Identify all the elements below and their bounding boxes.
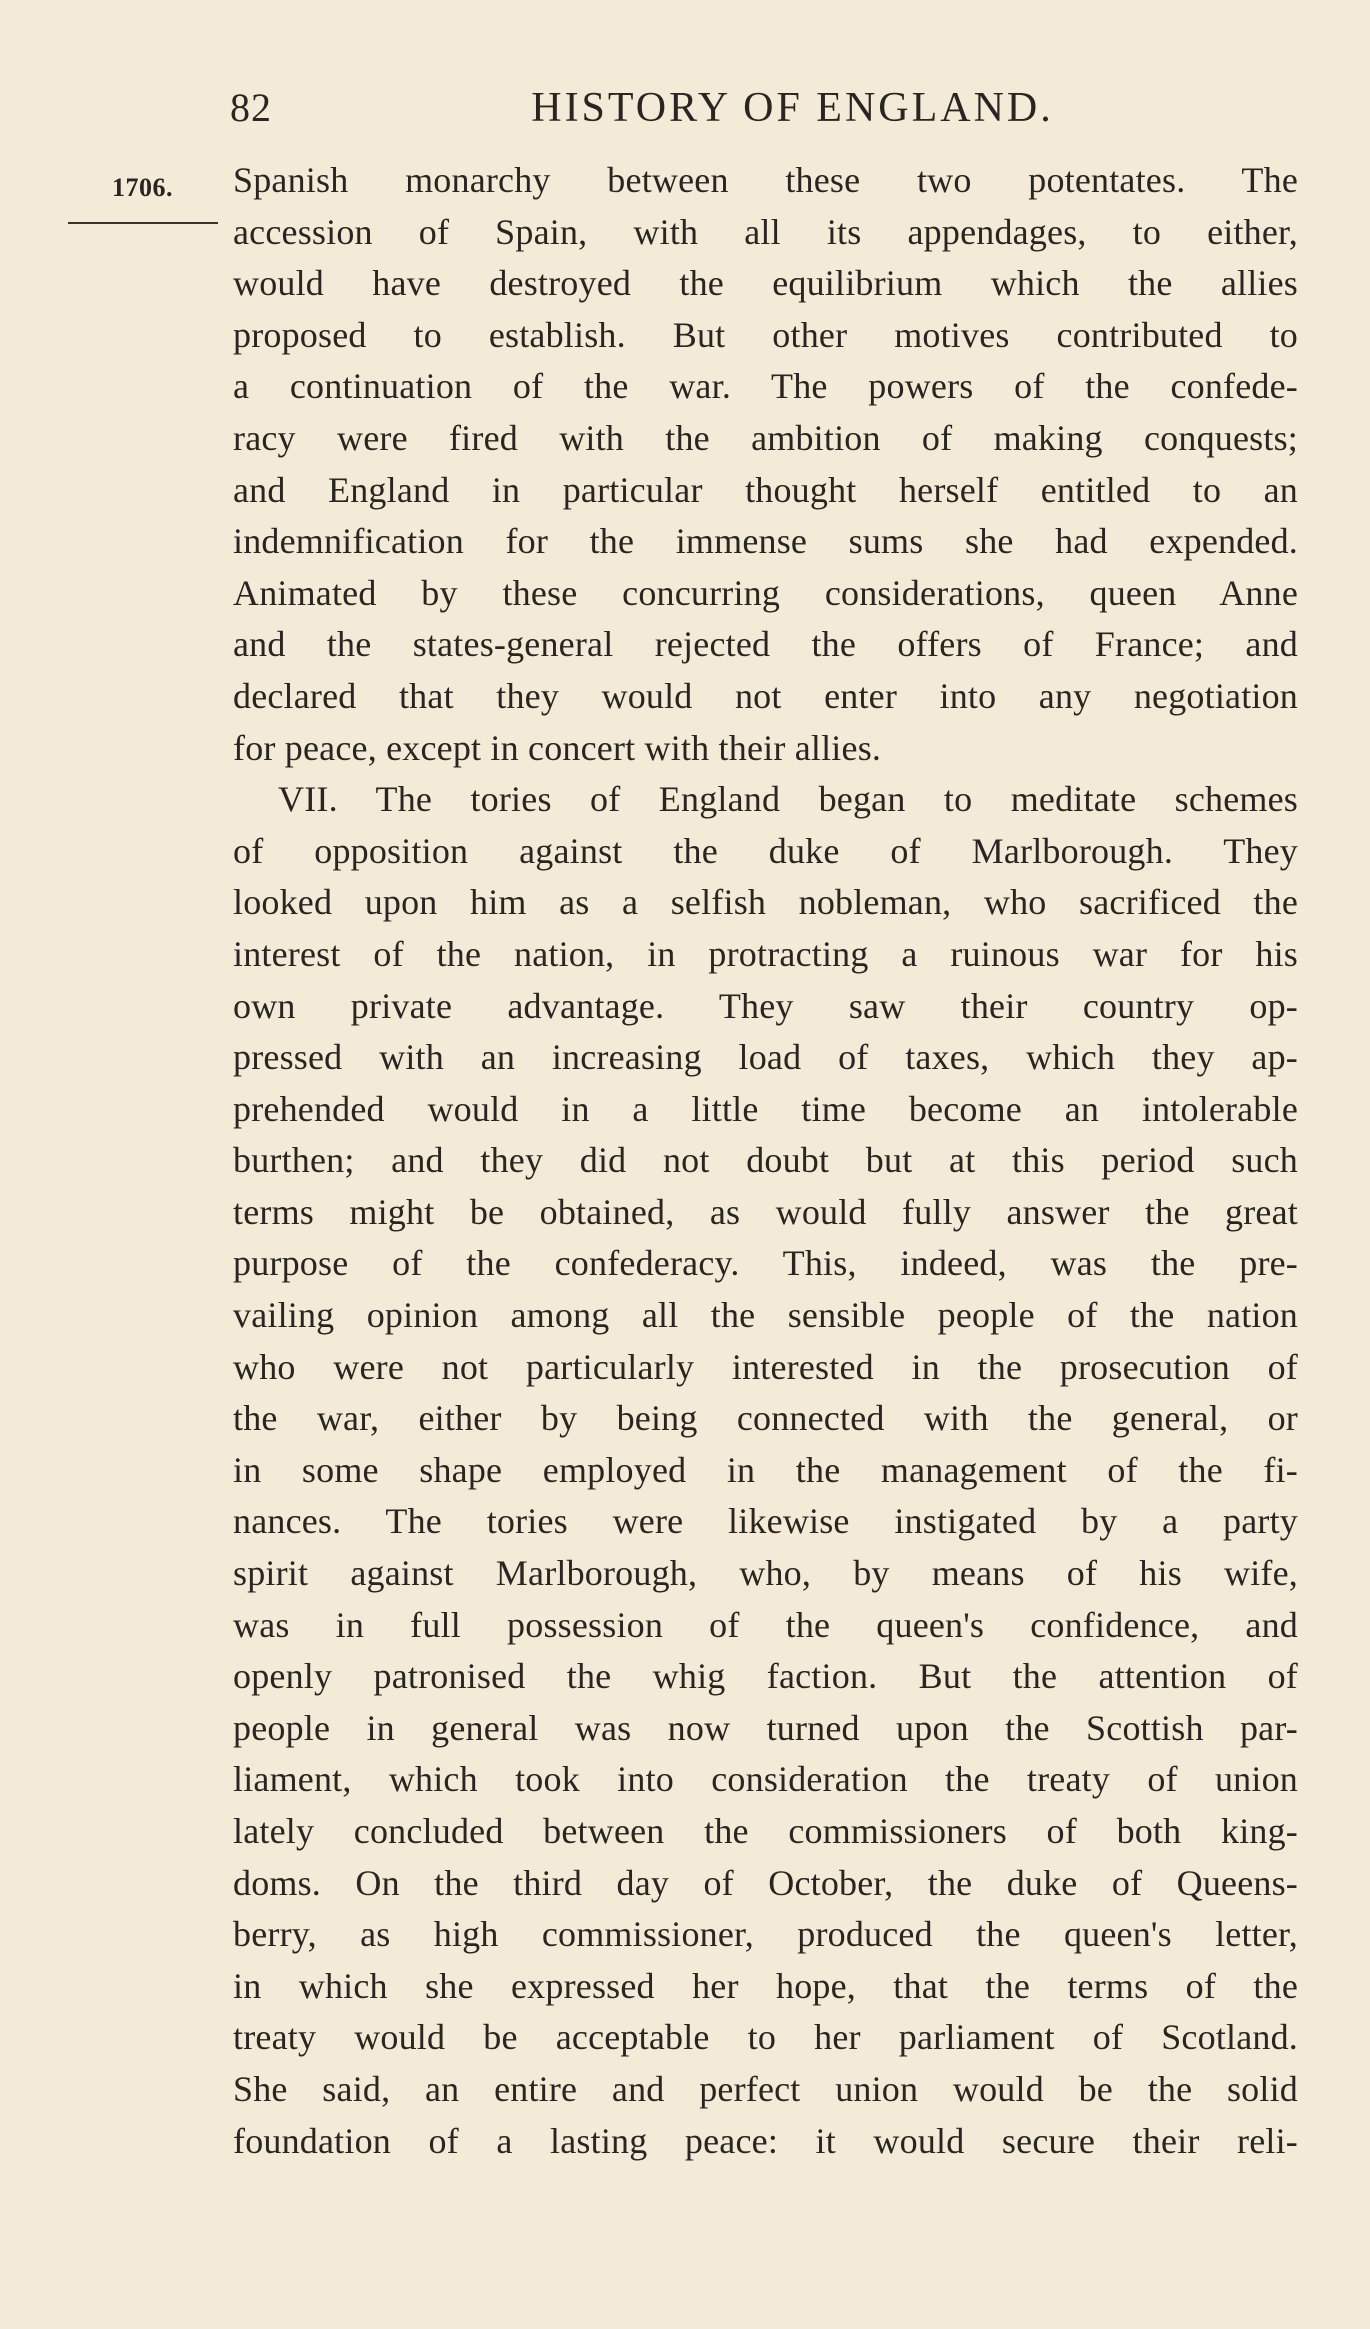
text-line: nances. The tories were likewise instigated by a party — [233, 1501, 1298, 1542]
text-line: was in full possession of the queen's confidence, and — [233, 1604, 1298, 1645]
text-line: pressed with an increasing load of taxes, which they ap- — [233, 1037, 1298, 1078]
text-line: and the states-general rejected the offers of France; and — [233, 624, 1298, 665]
text-line: Animated by these concurring considerations, queen Anne — [233, 572, 1298, 613]
text-line: people in general was now turned upon the Scottish par- — [233, 1707, 1298, 1748]
text-line: treaty would be acceptable to her parliament of Scotland. — [233, 2017, 1298, 2058]
text-line: proposed to establish. But other motives contributed to — [233, 314, 1298, 355]
text-line: Spanish monarchy between these two potentates. The — [233, 160, 1298, 200]
text-line: doms. On the third day of October, the duke of Queens- — [233, 1862, 1298, 1903]
text-line: berry, as high commissioner, produced the queen's letter, — [233, 1914, 1298, 1955]
text-line: of opposition against the duke of Marlborough. They — [233, 830, 1298, 871]
margin-year: 1706. — [112, 173, 173, 202]
page-header — [230, 78, 1300, 138]
text-line: for peace, except in concert with their allies. — [233, 727, 882, 768]
text-line: declared that they would not enter into any negotiation — [233, 675, 1298, 716]
text-line: spirit against Marlborough, who, by means of his wife, — [233, 1553, 1298, 1594]
text-line: terms might be obtained, as would fully answer the great — [233, 1191, 1298, 1232]
text-line: the war, either by being connected with the general, or — [233, 1398, 1298, 1439]
text-line: openly patronised the whig faction. But the attention of — [233, 1656, 1298, 1697]
text-line: indemnification for the immense sums she had expended. — [233, 521, 1298, 562]
text-line: who were not particularly interested in the prosecution of — [233, 1346, 1298, 1387]
text-line: racy were fired with the ambition of making conquests; — [233, 417, 1298, 458]
text-line: in some shape employed in the management of the fi- — [233, 1449, 1298, 1490]
text-line: lately concluded between the commissioners of both king- — [233, 1811, 1298, 1851]
running-title: HISTORY OF ENGLAND. — [531, 85, 1054, 131]
text-line: would have destroyed the equilibrium which the allies — [233, 263, 1298, 304]
text-line: burthen; and they did not doubt but at this period such — [233, 1140, 1298, 1181]
text-line: looked upon him as a selfish nobleman, who sacrificed the — [233, 882, 1298, 923]
text-line: interest of the nation, in protracting a ruinous war for his — [233, 933, 1298, 974]
text-line: VII. The tories of England began to meditate schemes — [278, 779, 1298, 820]
page-number: 82 — [230, 85, 272, 130]
text-line: foundation of a lasting peace: it would secure their reli- — [233, 2120, 1298, 2161]
text-line: a continuation of the war. The powers of the confede- — [233, 366, 1298, 407]
text-line: in which she expressed her hope, that the terms of the — [233, 1965, 1298, 2006]
text-line: own private advantage. They saw their country op- — [233, 985, 1298, 1026]
text-line: She said, an entire and perfect union would be the solid — [233, 2068, 1298, 2109]
text-line: accession of Spain, with all its appendages, to either, — [233, 211, 1298, 252]
margin-rule — [68, 222, 218, 224]
text-line: liament, which took into consideration the treaty of union — [233, 1759, 1298, 1800]
body-text — [233, 155, 1298, 2167]
text-line: purpose of the confederacy. This, indeed, was the pre- — [233, 1243, 1298, 1284]
text-line: vailing opinion among all the sensible people of the nation — [233, 1295, 1298, 1336]
text-line: and England in particular thought herself entitled to an — [233, 469, 1298, 510]
text-line: prehended would in a little time become an intolerable — [233, 1088, 1298, 1129]
